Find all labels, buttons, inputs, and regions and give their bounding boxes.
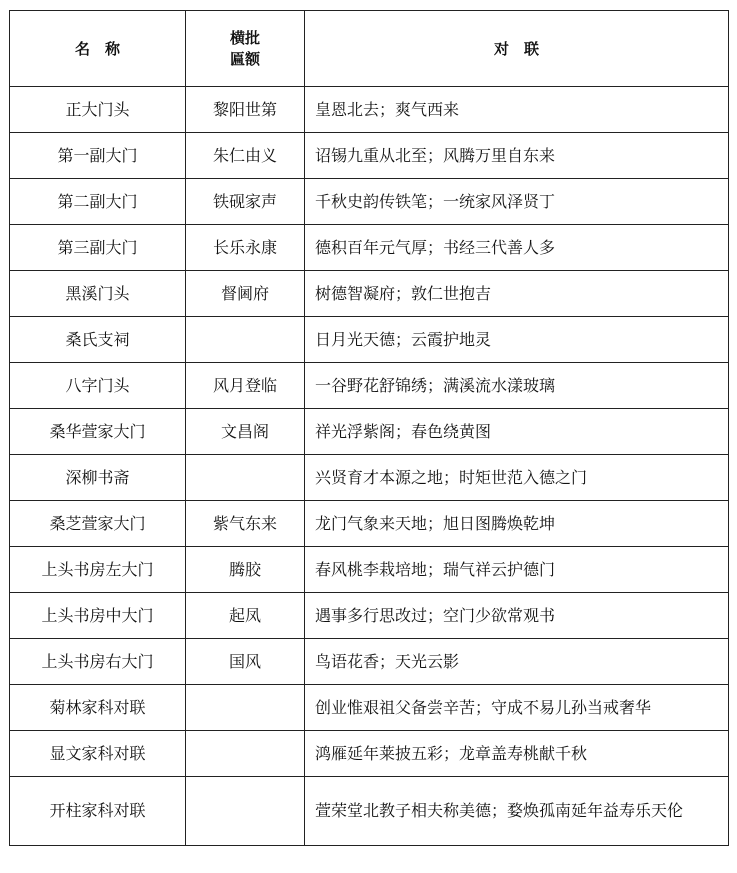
cell-couplet: 创业惟艰祖父备尝辛苦；守成不易儿孙当戒奢华 (305, 685, 729, 731)
cell-couplet: 鸟语花香；天光云影 (305, 639, 729, 685)
cell-couplet: 树德智凝府；敦仁世抱吉 (305, 271, 729, 317)
cell-name: 第一副大门 (10, 133, 186, 179)
cell-plaque: 朱仁由义 (186, 133, 305, 179)
header-row (10, 11, 729, 87)
cell-couplet: 皇恩北去；爽气西来 (305, 87, 729, 133)
cell-plaque: 紫气东来 (186, 501, 305, 547)
cell-name: 正大门头 (10, 87, 186, 133)
cell-plaque (186, 731, 305, 777)
cell-name: 第三副大门 (10, 225, 186, 271)
table-row (10, 87, 729, 133)
cell-plaque: 铁砚家声 (186, 179, 305, 225)
cell-couplet: 遇事多行思改过；空门少欲常观书 (305, 593, 729, 639)
table-row (10, 225, 729, 271)
table-row (10, 685, 729, 731)
table-row (10, 179, 729, 225)
table-row (10, 777, 729, 846)
table-row (10, 133, 729, 179)
table-header (10, 11, 729, 87)
cell-name: 开柱家科对联 (10, 777, 186, 846)
cell-couplet: 春风桃李栽培地；瑞气祥云护德门 (305, 547, 729, 593)
cell-name: 桑华萱家大门 (10, 409, 186, 455)
cell-name: 上头书房中大门 (10, 593, 186, 639)
cell-name: 第二副大门 (10, 179, 186, 225)
cell-couplet: 鸿雁延年莱披五彩；龙章盖寿桃献千秋 (305, 731, 729, 777)
table-row (10, 363, 729, 409)
cell-name: 桑芝萱家大门 (10, 501, 186, 547)
cell-name: 上头书房右大门 (10, 639, 186, 685)
couplet-table-container (9, 10, 728, 846)
cell-couplet: 龙门气象来天地；旭日图腾焕乾坤 (305, 501, 729, 547)
cell-plaque (186, 317, 305, 363)
table-row (10, 731, 729, 777)
table-row (10, 271, 729, 317)
cell-plaque (186, 777, 305, 846)
cell-couplet: 德积百年元气厚；书经三代善人多 (305, 225, 729, 271)
cell-plaque: 起凤 (186, 593, 305, 639)
cell-plaque: 黎阳世第 (186, 87, 305, 133)
header-plaque-line2: 匾额 (229, 49, 260, 68)
header-couplet: 对 联 (305, 11, 729, 87)
table-row (10, 455, 729, 501)
cell-couplet: 诏锡九重从北至；风腾万里自东来 (305, 133, 729, 179)
cell-name: 显文家科对联 (10, 731, 186, 777)
cell-plaque: 国风 (186, 639, 305, 685)
cell-couplet: 千秋史韵传铁笔；一统家风泽贤丁 (305, 179, 729, 225)
cell-couplet: 祥光浮紫阁；春色绕黄图 (305, 409, 729, 455)
table-row (10, 501, 729, 547)
cell-name: 菊林家科对联 (10, 685, 186, 731)
cell-name: 黑溪门头 (10, 271, 186, 317)
cell-plaque (186, 685, 305, 731)
cell-plaque: 风月登临 (186, 363, 305, 409)
table-row (10, 547, 729, 593)
cell-name: 深柳书斋 (10, 455, 186, 501)
cell-plaque: 腾胶 (186, 547, 305, 593)
header-plaque-line1: 横批 (229, 28, 260, 47)
cell-couplet: 日月光天德；云霞护地灵 (305, 317, 729, 363)
header-plaque (186, 11, 305, 87)
table-row (10, 593, 729, 639)
table-row (10, 317, 729, 363)
cell-plaque: 督阃府 (186, 271, 305, 317)
table-row (10, 409, 729, 455)
table-body (10, 87, 729, 846)
table-row (10, 639, 729, 685)
header-name: 名 称 (10, 11, 186, 87)
cell-couplet: 兴贤育才本源之地；时矩世范入德之门 (305, 455, 729, 501)
cell-plaque: 长乐永康 (186, 225, 305, 271)
cell-couplet: 萱荣堂北教子相夫称美德；婺焕孤南延年益寿乐天伦 (305, 777, 729, 846)
cell-plaque: 文昌阁 (186, 409, 305, 455)
cell-plaque (186, 455, 305, 501)
couplet-table (9, 10, 729, 846)
cell-couplet: 一谷野花舒锦绣；满溪流水漾玻璃 (305, 363, 729, 409)
cell-name: 桑氏支祠 (10, 317, 186, 363)
cell-name: 八字门头 (10, 363, 186, 409)
cell-name: 上头书房左大门 (10, 547, 186, 593)
